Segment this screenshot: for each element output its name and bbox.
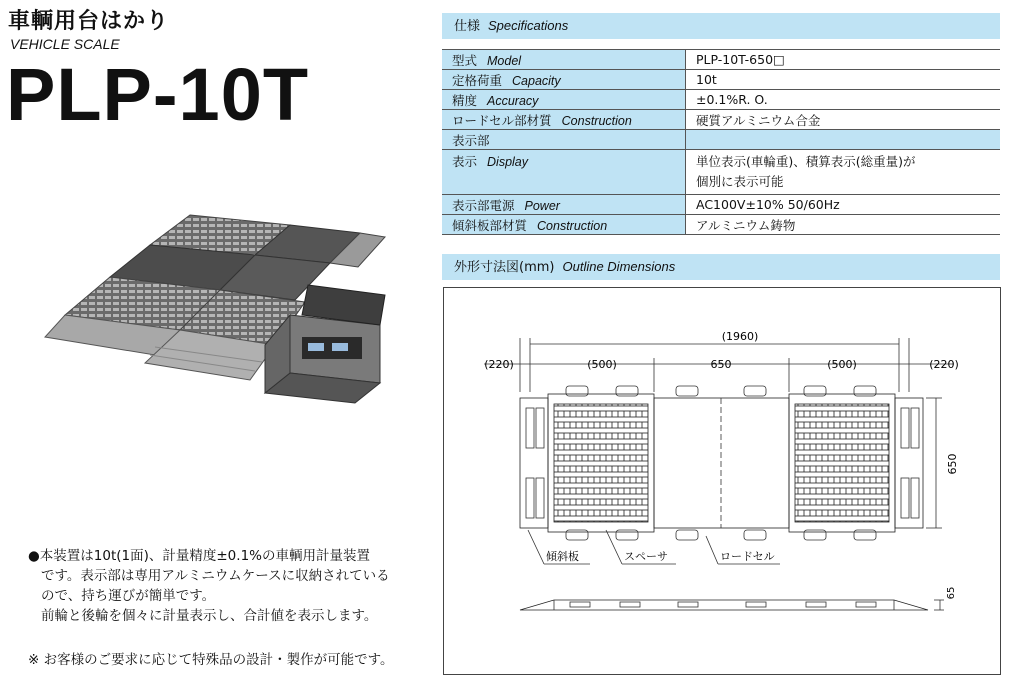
spec-value-line: 個別に表示可能: [696, 174, 784, 189]
dim-center: 650: [710, 358, 732, 371]
model-name: PLP-10T: [6, 53, 310, 136]
dimensions-header-en: Outline Dimensions: [562, 259, 676, 274]
label-spacer: スペーサ: [624, 550, 668, 563]
spec-key-en: Power: [524, 198, 560, 213]
page-subtitle: VEHICLE SCALE: [10, 36, 120, 52]
description-line: 前輪と後輪を個々に計量表示し、合計値を表示します。: [41, 608, 378, 624]
table-row: [442, 90, 1000, 110]
dim-height: 65: [946, 586, 957, 600]
spec-value: [686, 150, 1001, 195]
spec-key: 定格荷重: [452, 72, 503, 88]
description-line: ●本装置は10t(1面)、計量精度±0.1%の車輌用計量装置: [28, 548, 370, 564]
product-photo: [40, 205, 400, 420]
spec-key: 表示: [452, 154, 478, 169]
spec-key-en: Construction: [537, 218, 608, 233]
label-slope-plate: 傾斜板: [546, 550, 579, 563]
description: [28, 546, 428, 626]
label-loadcell: ロードセル: [720, 550, 775, 563]
spec-key-en: Construction: [561, 113, 632, 128]
spec-value: AC100V±10% 50/60Hz: [686, 195, 1001, 215]
spec-key: 精度: [452, 92, 478, 108]
spec-header-jp: 仕様: [454, 19, 481, 34]
dim-depth: 650: [946, 453, 959, 475]
table-row: [442, 195, 1000, 215]
dim-left-slope: (220): [484, 358, 514, 371]
description-line: ので、持ち運びが簡単です。: [41, 588, 216, 604]
spec-key: 表示部電源: [452, 197, 515, 213]
spec-key: 表示部: [452, 132, 490, 148]
description-line: です。表示部は専用アルミニウムケースに収納されている: [41, 568, 390, 584]
spec-value: ±0.1%R. O.: [686, 90, 1001, 110]
table-row: [442, 50, 1000, 70]
spec-key: 型式: [452, 52, 478, 68]
spec-value: 硬質アルミニウム合金: [686, 110, 1001, 130]
outline-drawing-frame: [443, 287, 1001, 675]
spec-value: PLP-10T-650□: [686, 50, 1001, 70]
table-row: [442, 130, 1000, 150]
spec-key-en: Display: [487, 155, 529, 169]
spec-key: ロードセル部材質: [452, 112, 552, 128]
spec-key-en: Model: [487, 53, 522, 68]
spec-key-en: Capacity: [512, 73, 561, 88]
spec-header-en: Specifications: [488, 18, 569, 33]
table-row: [442, 150, 1000, 195]
spec-value: アルミニウム鋳物: [686, 215, 1001, 235]
spec-value: [686, 130, 1001, 150]
spec-value-line: 単位表示(車輪重)、積算表示(総重量)が: [696, 154, 916, 169]
spec-header: [442, 13, 1000, 39]
outline-drawing: [444, 288, 1000, 674]
spec-value: 10t: [686, 70, 1001, 90]
dim-right-slope: (220): [929, 358, 959, 371]
dim-left-plate: (500): [587, 358, 617, 371]
table-row: [442, 110, 1000, 130]
dim-total: (1960): [721, 330, 759, 343]
page-title: 車輌用台はかり: [8, 9, 170, 34]
table-row: [442, 215, 1000, 235]
spec-key: 傾斜板部材質: [452, 217, 528, 233]
dim-right-plate: (500): [827, 358, 857, 371]
spec-key-en: Accuracy: [487, 93, 539, 108]
table-row: [442, 70, 1000, 90]
dimensions-header-jp: 外形寸法図(mm): [454, 260, 555, 275]
custom-order-note: ※ お客様のご要求に応じて特殊品の設計・製作が可能です。: [28, 652, 394, 668]
spec-table: [442, 49, 1000, 235]
dimensions-header: [442, 254, 1000, 280]
